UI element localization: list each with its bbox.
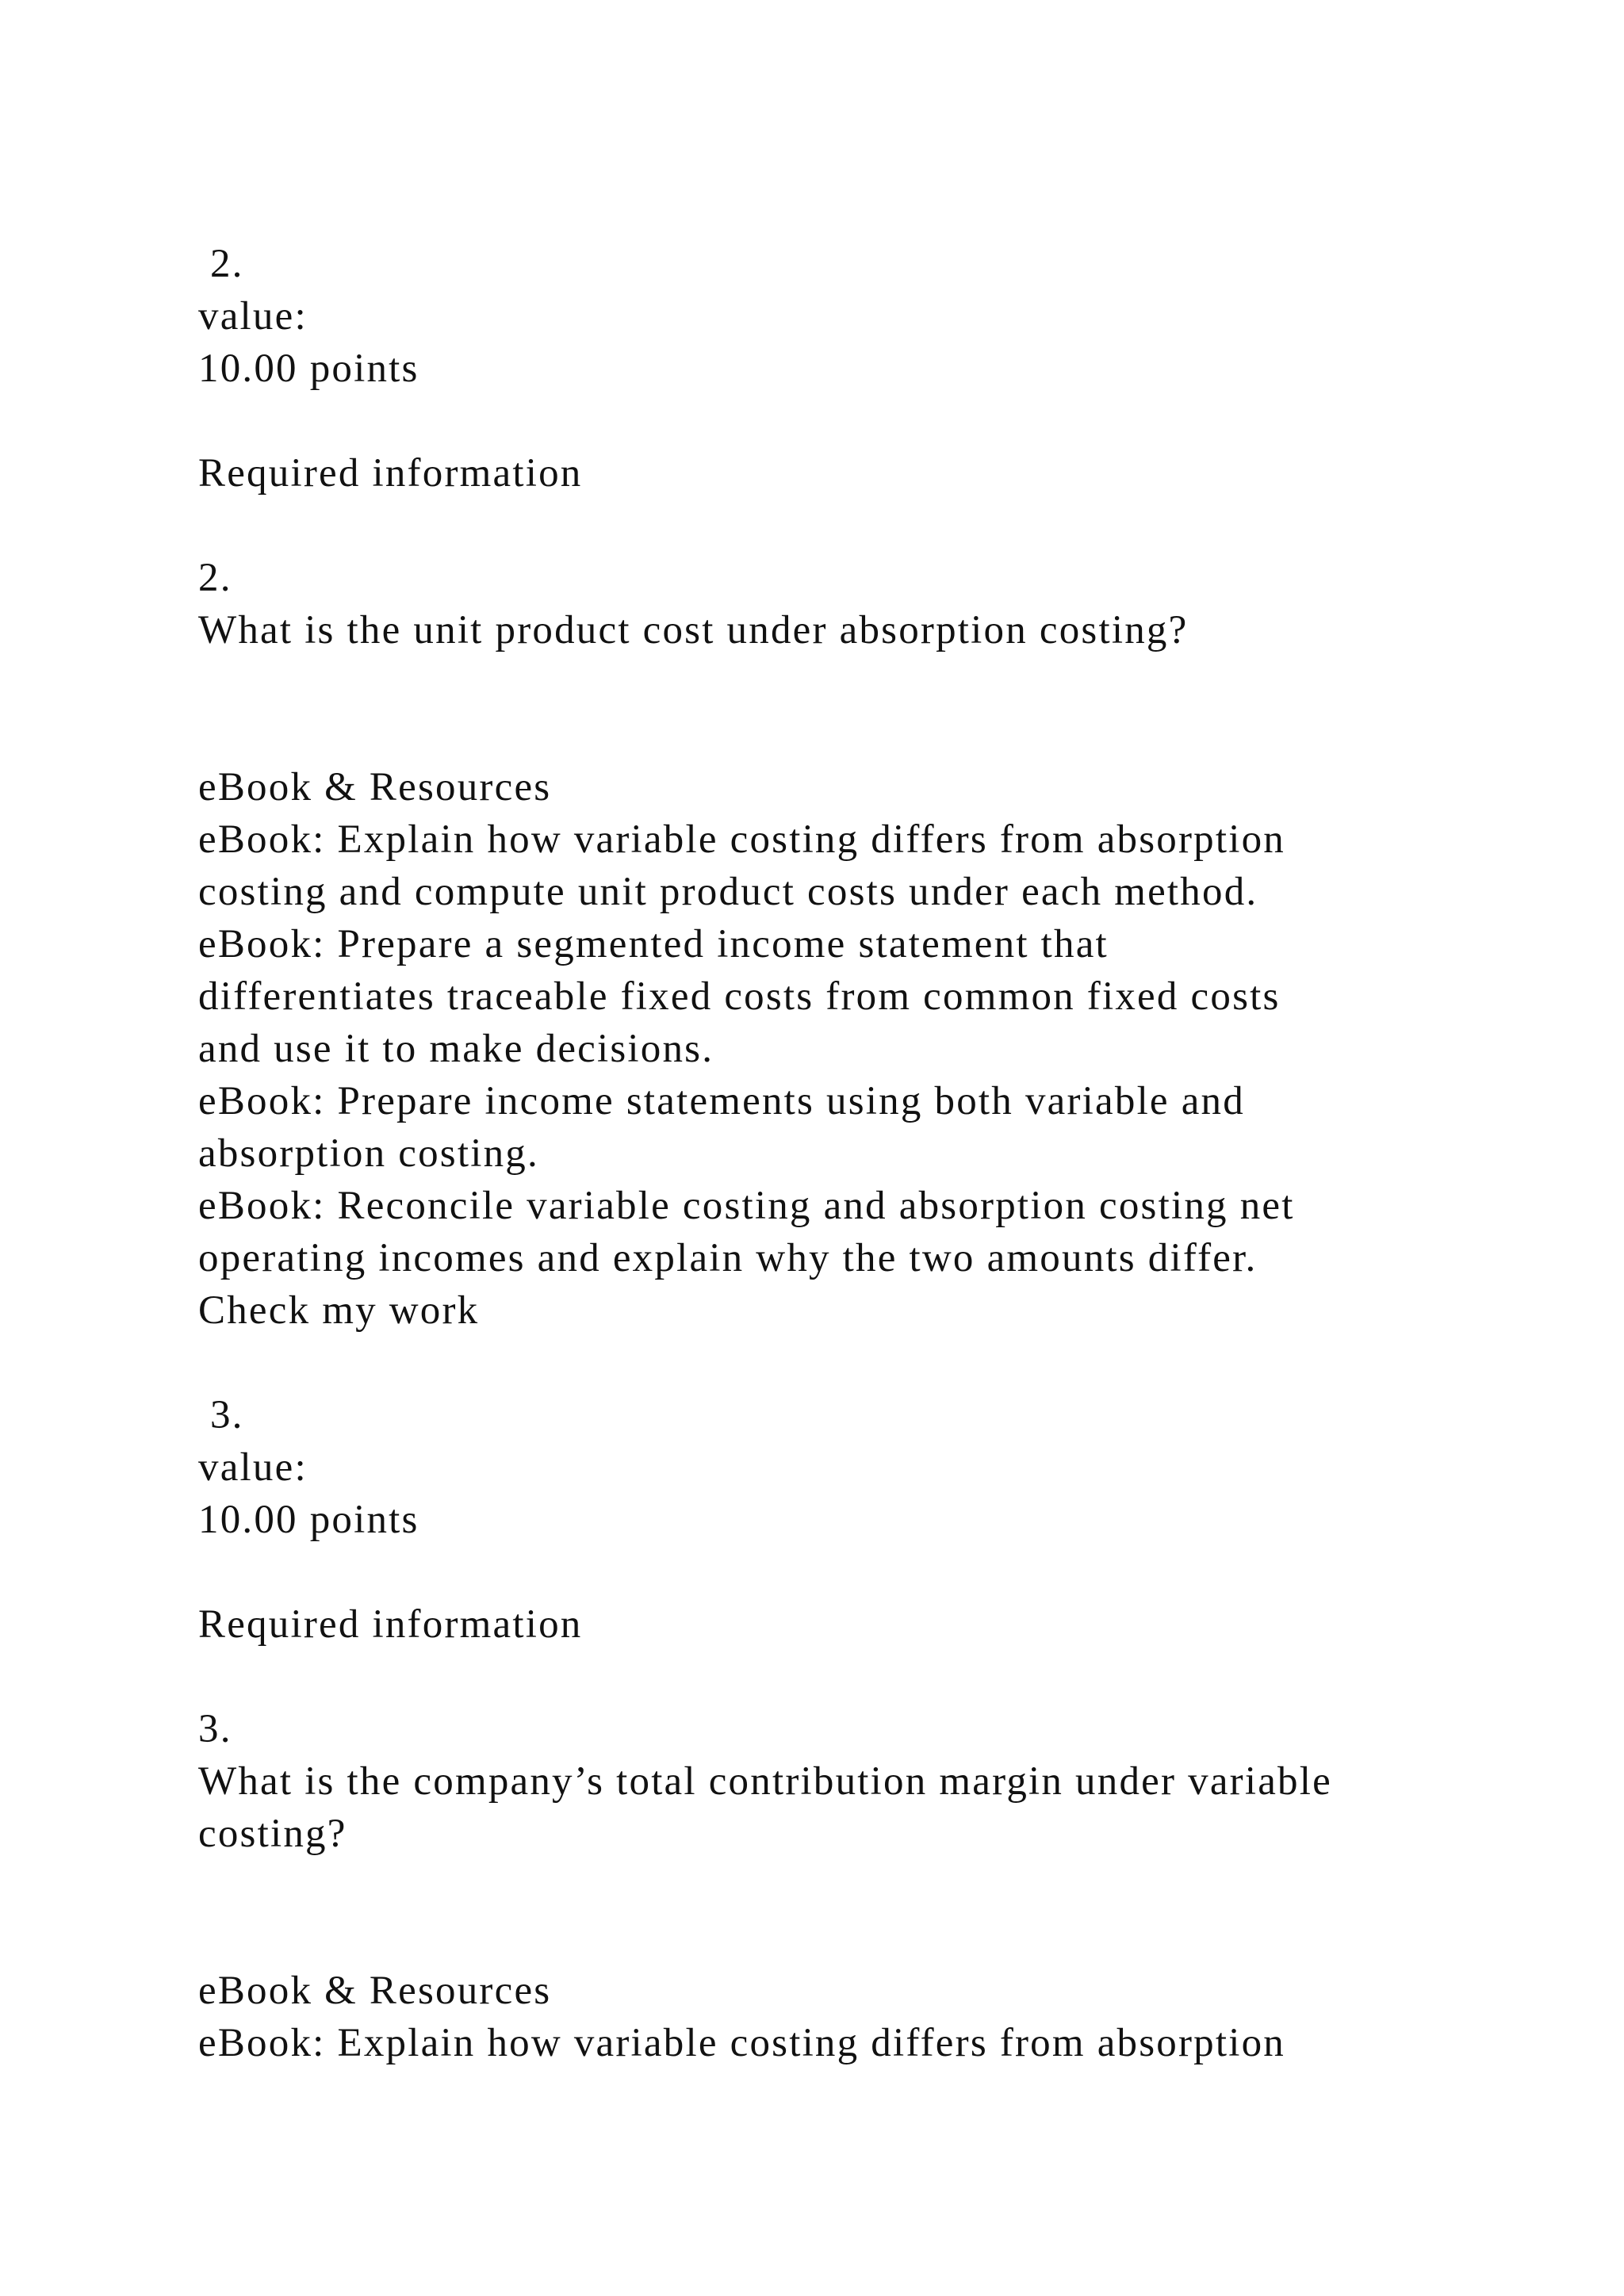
question-3 [198, 1389, 1546, 2069]
resources-title[interactable]: eBook & Resources [198, 765, 552, 809]
ebook-link-continued[interactable]: absorption costing. [198, 1131, 539, 1176]
ebook-link[interactable]: eBook: Prepare income statements using both variable and [198, 1079, 1245, 1123]
ebook-link[interactable]: eBook: Prepare a segmented income statement that [198, 922, 1109, 966]
required-information: Required information [198, 1602, 583, 1647]
question-prompt: What is the company’s total contribution margin under variable [198, 1759, 1332, 1804]
ebook-link-continued[interactable]: differentiates traceable fixed costs from common fixed costs [198, 974, 1281, 1019]
check-my-work-button[interactable]: Check my work [198, 1288, 480, 1333]
ebook-link[interactable]: eBook: Reconcile variable costing and absorption costing net [198, 1184, 1295, 1228]
ebook-link-continued[interactable]: and use it to make decisions. [198, 1027, 714, 1071]
value-label: value: [198, 294, 308, 339]
ebook-link-continued[interactable]: operating incomes and explain why the two amounts differ. [198, 1236, 1258, 1280]
points-value: 10.00 points [198, 1498, 419, 1542]
ebook-link[interactable]: eBook: Explain how variable costing differs from absorption [198, 817, 1286, 862]
question-number: 3. [198, 1393, 244, 1437]
question-2 [198, 238, 1546, 1337]
value-label: value: [198, 1445, 308, 1490]
resources-title[interactable]: eBook & Resources [198, 1969, 552, 2013]
document-page [198, 238, 1546, 2069]
ebook-link-continued[interactable]: costing and compute unit product costs under each method. [198, 870, 1258, 914]
points-value: 10.00 points [198, 346, 419, 391]
question-prompt-continued: costing? [198, 1812, 347, 1856]
question-number: 2. [198, 242, 244, 286]
required-information: Required information [198, 451, 583, 496]
part-number: 3. [198, 1707, 232, 1751]
question-prompt: What is the unit product cost under absorption costing? [198, 608, 1189, 652]
part-number: 2. [198, 556, 232, 600]
ebook-link[interactable]: eBook: Explain how variable costing differs from absorption [198, 2021, 1286, 2065]
